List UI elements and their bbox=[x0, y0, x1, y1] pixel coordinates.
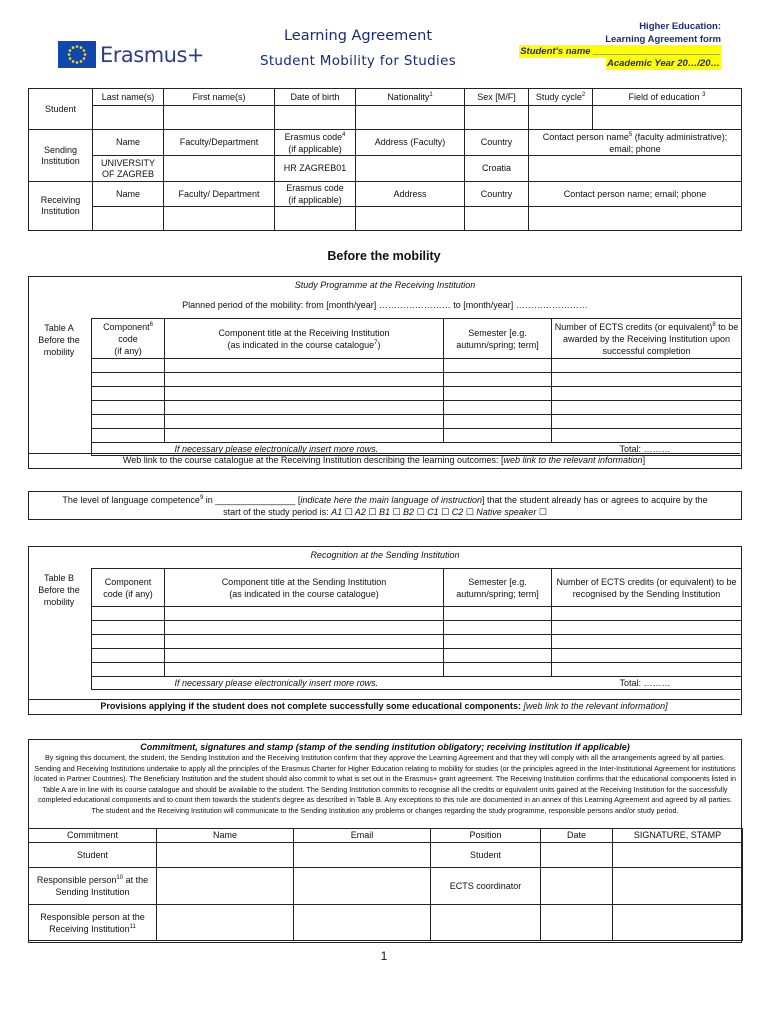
sending-address-input[interactable] bbox=[356, 156, 465, 182]
receiving-contact-input[interactable] bbox=[529, 207, 742, 231]
table-a-cell[interactable] bbox=[92, 401, 165, 415]
table-b-total: Total: ……… bbox=[552, 677, 742, 690]
receiving-faculty-input[interactable] bbox=[164, 207, 275, 231]
table-b-footer-spacer bbox=[92, 677, 165, 690]
table-a-col-title: Component title at the Receiving Institution (as indicated in the course catalogue$^7$) bbox=[165, 319, 444, 359]
table-a-cell[interactable] bbox=[444, 359, 552, 373]
receiving-col-faculty: Faculty/ Department bbox=[164, 182, 275, 207]
receiving-responsible-email-input[interactable] bbox=[294, 905, 431, 941]
header-right-line1: Higher Education: bbox=[639, 21, 721, 32]
table-b-col-title: Component title at the Sending Institution (as indicated in the course catalogue) bbox=[165, 569, 444, 607]
receiving-responsible-signature-input[interactable] bbox=[613, 905, 743, 941]
commitment-col-name: Name bbox=[157, 829, 294, 843]
receiving-erasmus-code-input[interactable] bbox=[275, 207, 356, 231]
eu-flag-icon bbox=[58, 41, 96, 68]
study-cycle-input[interactable] bbox=[529, 106, 593, 130]
table-a-cell[interactable] bbox=[92, 387, 165, 401]
sending-responsible-email-input[interactable] bbox=[294, 868, 431, 905]
table-a-cell[interactable] bbox=[444, 429, 552, 443]
receiving-col-name: Name bbox=[93, 182, 164, 207]
sending-col-contact: Contact person name$^5$ (faculty administrative); email; phone bbox=[529, 130, 742, 156]
commitment-col-signature: SIGNATURE, STAMP bbox=[613, 829, 743, 843]
sending-responsible-position: ECTS coordinator bbox=[431, 868, 541, 905]
receiving-col-contact: Contact person name; email; phone bbox=[529, 182, 742, 207]
sending-col-country: Country bbox=[465, 130, 529, 156]
table-b-cell[interactable] bbox=[165, 635, 444, 649]
language-levels[interactable]: start of the study period is: A1 ☐ A2 ☐ B1 ☐ B2 ☐ C1 ☐ C2 ☐ Native speaker ☐ bbox=[223, 507, 547, 517]
table-b-col-ects: Number of ECTS credits (or equivalent) to be recognised by the Sending Institution bbox=[552, 569, 742, 607]
table-b-cell[interactable] bbox=[165, 663, 444, 677]
receiving-col-address: Address bbox=[356, 182, 465, 207]
receiving-institution-label: Receiving Institution bbox=[29, 182, 93, 231]
student-email-input[interactable] bbox=[294, 843, 431, 868]
table-a-cell[interactable] bbox=[444, 415, 552, 429]
sex-input[interactable] bbox=[465, 106, 529, 130]
table-a-cell[interactable] bbox=[552, 373, 742, 387]
page-number: 1 bbox=[380, 949, 388, 963]
col-date-of-birth: Date of birth bbox=[275, 89, 356, 106]
language-line1: The level of language competence$^9$ in ________________ [indicate here the main language of instruction] that the student already has or agrees to acquire by the bbox=[62, 495, 708, 505]
col-study-cycle: Study cycle$^2$ bbox=[529, 89, 593, 106]
sending-col-faculty: Faculty/Department bbox=[164, 130, 275, 156]
sending-col-erasmus-code: Erasmus code$^4$ (if applicable) bbox=[275, 130, 356, 156]
table-b-cell[interactable] bbox=[92, 621, 165, 635]
table-a-more-rows-note: If necessary please electronically insert more rows. bbox=[165, 443, 552, 456]
table-a-cell[interactable] bbox=[444, 401, 552, 415]
academic-year-field[interactable]: Academic Year 20…/20… bbox=[606, 58, 720, 69]
table-a-label: Table A Before the mobility bbox=[38, 323, 80, 357]
table-a-col-code: Component$^6$ code (if any) bbox=[92, 319, 165, 359]
receiving-responsible-name-input[interactable] bbox=[157, 905, 294, 941]
receiving-responsible-label: Responsible person at the Receiving Institution$^{11}$ bbox=[29, 905, 157, 941]
sending-col-name: Name bbox=[93, 130, 164, 156]
first-name-input[interactable] bbox=[164, 106, 275, 130]
table-a-cell[interactable] bbox=[552, 359, 742, 373]
student-institution-table bbox=[28, 88, 742, 231]
table-b-cell[interactable] bbox=[444, 663, 552, 677]
commitment-col-date: Date bbox=[541, 829, 613, 843]
field-of-education-input[interactable] bbox=[593, 106, 742, 130]
erasmus-logo bbox=[58, 41, 205, 71]
table-b-provisions[interactable]: Provisions applying if the student does not complete successfully some educational components: [web link to the relevant information] bbox=[28, 699, 740, 713]
receiving-col-country: Country bbox=[465, 182, 529, 207]
sending-country-value[interactable]: Croatia bbox=[465, 156, 529, 182]
table-a-col-semester: Semester [e.g. autumn/spring; term] bbox=[444, 319, 552, 359]
sending-erasmus-code-value[interactable]: HR ZAGREB01 bbox=[275, 156, 356, 182]
planned-period[interactable]: Planned period of the mobility: from [month/year] …………………… to [month/year] …………………… bbox=[182, 300, 588, 310]
table-b-caption: Recognition at the Sending Institution bbox=[310, 550, 460, 560]
commitment-paragraph: By signing this document, the student, the Sending Institution and the Receiving Institution confirm that they approve the Learning Agreement and that they will comply with all the arrangements agreed by all parties. Sending and Receiving Institutions undertake to apply all the principles of the Erasmus Charter for Higher Education relating to mobility for studies (or the principles agreed in the Inter-Institutional Agreement for institutions located in Partner Countries). The Beneficiary Institution and the student should also commit to what is set out in the Erasmus+ grant agreement. The Receiving Institution confirms that the educational components listed in Table A are in line with its course catalogue and should be available to the student. The Sending Institution commits to recognise all the credits or equivalent units gained at the Receiving Institution for the successfully completed educational components and to count them towards the student's degree as described in Table B. Any exceptions to this rule are documented in an annex of this Learning Agreement and agreed by all parties. The student and the Receiving Institution will communicate to the Sending Institution any problems or changes regarding the study programme, responsible persons and/or study period. bbox=[34, 753, 736, 815]
table-b bbox=[91, 568, 742, 690]
table-a-cell[interactable] bbox=[92, 429, 165, 443]
commitment-caption: Commitment, signatures and stamp (stamp of the sending institution obligatory; receiving institution if applicable) bbox=[140, 742, 630, 752]
table-a-cell[interactable] bbox=[552, 429, 742, 443]
student-name-input[interactable] bbox=[157, 843, 294, 868]
receiving-responsible-date-input[interactable] bbox=[541, 905, 613, 941]
table-b-cell[interactable] bbox=[552, 607, 742, 621]
table-b-cell[interactable] bbox=[92, 663, 165, 677]
receiving-col-erasmus-code: Erasmus code (if applicable) bbox=[275, 182, 356, 207]
commitment-student-label: Student bbox=[29, 843, 157, 868]
sending-responsible-name-input[interactable] bbox=[157, 868, 294, 905]
receiving-address-input[interactable] bbox=[356, 207, 465, 231]
last-name-input[interactable] bbox=[93, 106, 164, 130]
table-b-cell[interactable] bbox=[92, 607, 165, 621]
table-a-cell[interactable] bbox=[165, 373, 444, 387]
table-b-cell[interactable] bbox=[165, 649, 444, 663]
student-signature-input[interactable] bbox=[613, 843, 743, 868]
table-b-cell[interactable] bbox=[165, 621, 444, 635]
table-a-cell[interactable] bbox=[92, 373, 165, 387]
table-b-cell[interactable] bbox=[552, 635, 742, 649]
table-a-col-ects: Number of ECTS credits (or equivalent)$^8$ to be awarded by the Receiving Institution upon successful completion bbox=[552, 319, 742, 359]
table-a-total: Total: ……… bbox=[552, 443, 742, 456]
col-sex: Sex [M/F] bbox=[465, 89, 529, 106]
date-of-birth-input[interactable] bbox=[275, 106, 356, 130]
table-b-col-semester: Semester [e.g. autumn/spring; term] bbox=[444, 569, 552, 607]
table-b-cell[interactable] bbox=[92, 649, 165, 663]
table-b-cell[interactable] bbox=[552, 663, 742, 677]
table-b-cell[interactable] bbox=[444, 621, 552, 635]
table-a-cell[interactable] bbox=[165, 387, 444, 401]
table-a-caption: Study Programme at the Receiving Institution bbox=[294, 280, 476, 290]
sending-contact-input[interactable] bbox=[529, 156, 742, 182]
student-date-input[interactable] bbox=[541, 843, 613, 868]
receiving-country-input[interactable] bbox=[465, 207, 529, 231]
sending-faculty-input[interactable] bbox=[164, 156, 275, 182]
col-field-of-education: Field of education $^3$ bbox=[593, 89, 742, 106]
table-b-col-code: Component code (if any) bbox=[92, 569, 165, 607]
logo-text: Erasmus+ bbox=[100, 43, 205, 67]
table-b-cell[interactable] bbox=[444, 607, 552, 621]
student-label: Student bbox=[29, 89, 93, 130]
student-position: Student bbox=[431, 843, 541, 868]
commitment-table bbox=[28, 828, 743, 941]
col-first-name: First name(s) bbox=[164, 89, 275, 106]
table-a bbox=[91, 318, 742, 456]
table-a-cell[interactable] bbox=[165, 429, 444, 443]
table-a-cell[interactable] bbox=[444, 387, 552, 401]
col-nationality: Nationality$^1$ bbox=[356, 89, 465, 106]
student-name-field[interactable]: Student's name ________________________ bbox=[520, 46, 720, 57]
commitment-col-position: Position bbox=[431, 829, 541, 843]
table-a-cell[interactable] bbox=[92, 359, 165, 373]
sending-responsible-signature-input[interactable] bbox=[613, 868, 743, 905]
sending-institution-label: Sending Institution bbox=[29, 130, 93, 182]
receiving-name-input[interactable] bbox=[93, 207, 164, 231]
table-b-more-rows-note: If necessary please electronically insert more rows. bbox=[165, 677, 552, 690]
table-a-cell[interactable] bbox=[552, 387, 742, 401]
before-mobility-heading: Before the mobility bbox=[327, 249, 441, 263]
page-subtitle: Student Mobility for Studies bbox=[259, 53, 457, 69]
table-b-cell[interactable] bbox=[444, 635, 552, 649]
sending-responsible-date-input[interactable] bbox=[541, 868, 613, 905]
table-b-cell[interactable] bbox=[444, 649, 552, 663]
commitment-col-email: Email bbox=[294, 829, 431, 843]
table-b-cell[interactable] bbox=[552, 621, 742, 635]
table-a-cell[interactable] bbox=[552, 415, 742, 429]
receiving-responsible-position-input[interactable] bbox=[431, 905, 541, 941]
col-last-name: Last name(s) bbox=[93, 89, 164, 106]
table-a-cell[interactable] bbox=[165, 359, 444, 373]
table-a-cell[interactable] bbox=[165, 415, 444, 429]
table-a-cell[interactable] bbox=[444, 373, 552, 387]
table-a-weblink[interactable]: Web link to the course catalogue at the Receiving Institution describing the learning outcomes: [web link to the relevant information] bbox=[28, 453, 740, 467]
table-b-cell[interactable] bbox=[165, 607, 444, 621]
table-b-cell[interactable] bbox=[552, 649, 742, 663]
header-right-line2: Learning Agreement form bbox=[605, 34, 721, 45]
nationality-input[interactable] bbox=[356, 106, 465, 130]
table-a-cell[interactable] bbox=[92, 415, 165, 429]
table-b-cell[interactable] bbox=[92, 635, 165, 649]
table-a-cell[interactable] bbox=[552, 401, 742, 415]
sending-responsible-label: Responsible person$^{10}$ at the Sending Institution bbox=[29, 868, 157, 905]
table-a-cell[interactable] bbox=[165, 401, 444, 415]
table-b-label: Table B Before the mobility bbox=[38, 573, 80, 607]
page-title: Learning Agreement bbox=[283, 28, 433, 44]
sending-col-address: Address (Faculty) bbox=[356, 130, 465, 156]
commitment-col-commitment: Commitment bbox=[29, 829, 157, 843]
sending-name-value[interactable]: UNIVERSITY OF ZAGREB bbox=[93, 156, 164, 182]
